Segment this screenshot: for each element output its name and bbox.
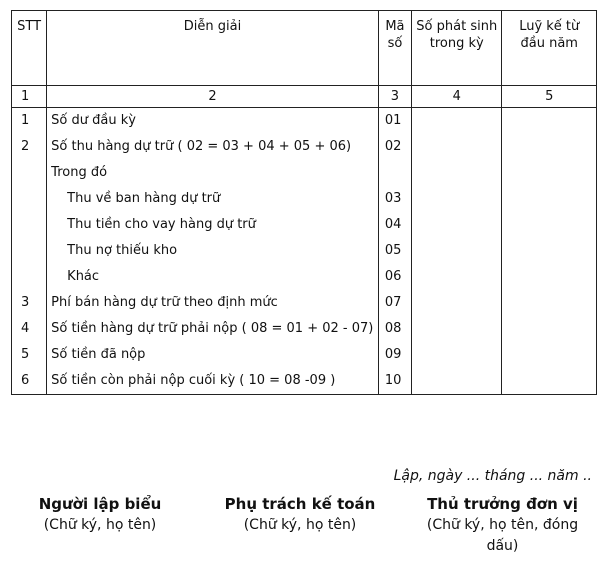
row-code: 10 [378, 368, 411, 395]
table-row [12, 134, 597, 160]
table-row [12, 160, 597, 186]
row-code: 09 [378, 342, 411, 368]
table-row [12, 186, 597, 212]
row-accumulated-cell [502, 134, 597, 160]
row-stt [12, 238, 47, 264]
header-current-period: Số phát sinh trong kỳ [412, 11, 502, 86]
date-line: Lập, ngày ... tháng ... năm .. [393, 468, 592, 484]
signature-note: (Chữ ký, họ tên) [243, 517, 357, 533]
row-stt [12, 160, 47, 186]
table-row [12, 238, 597, 264]
row-accumulated-cell [502, 290, 597, 316]
row-stt [12, 212, 47, 238]
header-code: Mã số [378, 11, 411, 86]
row-label: Khác [47, 264, 379, 290]
row-stt: 1 [12, 108, 47, 135]
table-row [12, 290, 597, 316]
row-stt [12, 264, 47, 290]
signature-role: Người lập biểu [38, 495, 162, 513]
row-label: Thu nợ thiếu kho [47, 238, 379, 264]
column-number: 1 [12, 86, 47, 108]
row-label: Số tiền đã nộp [47, 342, 379, 368]
signature-role: Phụ trách kế toán [224, 495, 376, 513]
row-code [378, 160, 411, 186]
column-number-row [12, 86, 597, 108]
header-row [12, 11, 597, 86]
column-number: 3 [378, 86, 411, 108]
row-code: 07 [378, 290, 411, 316]
row-stt: 5 [12, 342, 47, 368]
signature-head-of-unit [415, 494, 590, 557]
header-description: Diễn giải [47, 11, 379, 86]
row-current-cell [412, 342, 502, 368]
row-stt: 2 [12, 134, 47, 160]
table-row [12, 264, 597, 290]
row-accumulated-cell [502, 368, 597, 395]
row-code: 06 [378, 264, 411, 290]
signature-role: Thủ trưởng đơn vị [427, 495, 578, 513]
table-row [12, 316, 597, 342]
row-code: 02 [378, 134, 411, 160]
row-accumulated-cell [502, 186, 597, 212]
column-number: 2 [47, 86, 379, 108]
row-code: 03 [378, 186, 411, 212]
row-current-cell [412, 186, 502, 212]
row-stt: 3 [12, 290, 47, 316]
row-current-cell [412, 134, 502, 160]
row-accumulated-cell [502, 342, 597, 368]
row-stt: 6 [12, 368, 47, 395]
row-code: 04 [378, 212, 411, 238]
row-label: Thu về ban hàng dự trữ [47, 186, 379, 212]
row-accumulated-cell [502, 108, 597, 135]
row-label: Số tiền còn phải nộp cuối kỳ ( 10 = 08 -09 ) [47, 368, 379, 395]
row-code: 05 [378, 238, 411, 264]
row-current-cell [412, 264, 502, 290]
row-label: Số dư đầu kỳ [47, 108, 379, 135]
table-row [12, 108, 597, 135]
table-row [12, 368, 597, 395]
header-stt: STT [12, 11, 47, 86]
row-code: 01 [378, 108, 411, 135]
row-stt: 4 [12, 316, 47, 342]
row-current-cell [412, 368, 502, 395]
column-number: 5 [502, 86, 597, 108]
row-accumulated-cell [502, 316, 597, 342]
row-current-cell [412, 316, 502, 342]
signature-note: (Chữ ký, họ tên, đóng dấu) [426, 517, 579, 554]
row-label: Thu tiền cho vay hàng dự trữ [47, 212, 379, 238]
row-label: Số thu hàng dự trữ ( 02 = 03 + 04 + 05 + 06) [47, 134, 379, 160]
signature-chief-accountant [215, 494, 385, 536]
row-label: Trong đó [47, 160, 379, 186]
signature-preparer [20, 494, 180, 536]
table-row [12, 342, 597, 368]
row-code: 08 [378, 316, 411, 342]
row-current-cell [412, 108, 502, 135]
row-label: Số tiền hàng dự trữ phải nộp ( 08 = 01 + 02 - 07) [47, 316, 379, 342]
row-stt [12, 186, 47, 212]
row-accumulated-cell [502, 212, 597, 238]
report-table [11, 10, 597, 395]
row-label: Phí bán hàng dự trữ theo định mức [47, 290, 379, 316]
row-accumulated-cell [502, 160, 597, 186]
row-current-cell [412, 238, 502, 264]
column-number: 4 [412, 86, 502, 108]
row-current-cell [412, 212, 502, 238]
row-accumulated-cell [502, 238, 597, 264]
header-accumulated: Luỹ kế từ đầu năm [502, 11, 597, 86]
signature-note: (Chữ ký, họ tên) [43, 517, 157, 533]
row-accumulated-cell [502, 264, 597, 290]
row-current-cell [412, 290, 502, 316]
table-row [12, 212, 597, 238]
row-current-cell [412, 160, 502, 186]
